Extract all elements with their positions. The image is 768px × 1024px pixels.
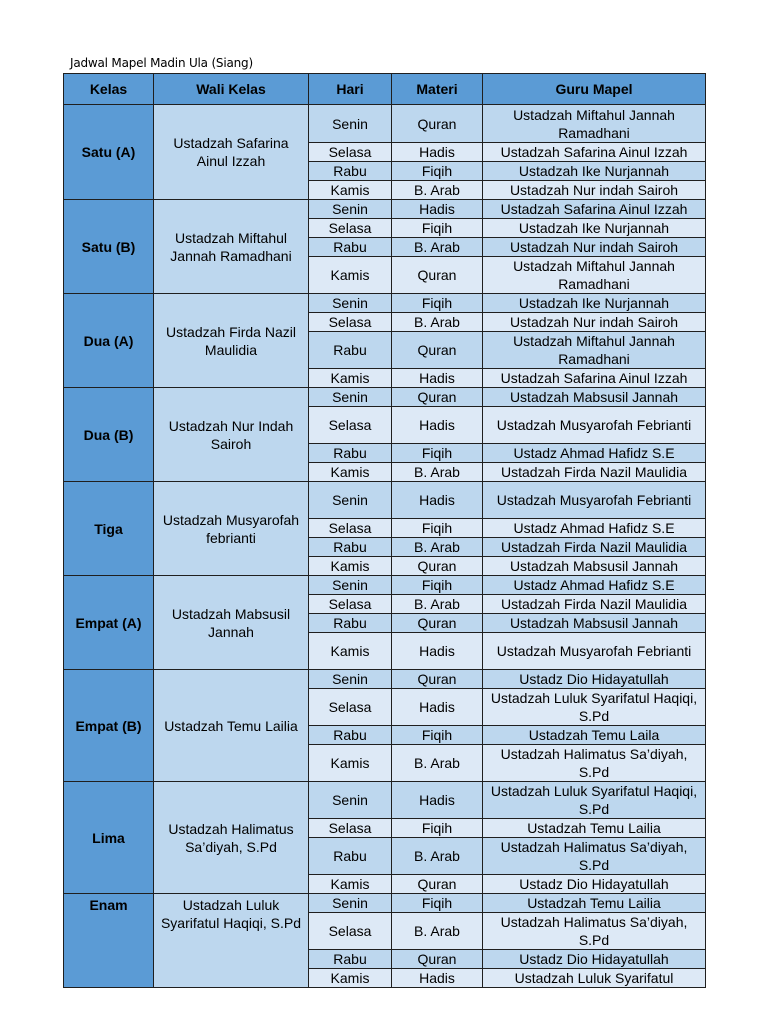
wali-kelas-cell: Ustadzah Nur Indah Sairoh — [154, 388, 309, 482]
guru-mapel-cell: Ustadzah Safarina Ainul Izzah — [483, 369, 706, 388]
hari-cell: Rabu — [309, 950, 392, 969]
materi-cell: Fiqih — [392, 219, 483, 238]
guru-mapel-cell: Ustadzah Miftahul Jannah Ramadhani — [483, 332, 706, 369]
materi-cell: Fiqih — [392, 726, 483, 745]
materi-cell: Fiqih — [392, 519, 483, 538]
materi-cell: Fiqih — [392, 819, 483, 838]
hari-cell: Senin — [309, 294, 392, 313]
hari-cell: Senin — [309, 782, 392, 819]
materi-cell: B. Arab — [392, 745, 483, 782]
table-row — [64, 200, 706, 219]
header-guru-mapel: Guru Mapel — [483, 74, 706, 105]
guru-mapel-cell: Ustadzah Nur indah Sairoh — [483, 238, 706, 257]
materi-cell: Fiqih — [392, 444, 483, 463]
materi-cell: B. Arab — [392, 913, 483, 950]
hari-cell: Kamis — [309, 181, 392, 200]
materi-cell: Hadis — [392, 633, 483, 670]
guru-mapel-cell: Ustadzah Luluk Syarifatul Haqiqi, S.Pd — [483, 689, 706, 726]
guru-mapel-cell: Ustadzah Miftahul Jannah Ramadhani — [483, 257, 706, 294]
hari-cell: Kamis — [309, 463, 392, 482]
guru-mapel-cell: Ustadzah Miftahul Jannah Ramadhani — [483, 105, 706, 143]
guru-mapel-cell: Ustadzah Mabsusil Jannah — [483, 557, 706, 576]
hari-cell: Selasa — [309, 819, 392, 838]
hari-cell: Senin — [309, 388, 392, 407]
materi-cell: Hadis — [392, 407, 483, 444]
table-row — [64, 576, 706, 595]
hari-cell: Senin — [309, 105, 392, 143]
wali-kelas-cell: Ustadzah Mabsusil Jannah — [154, 576, 309, 670]
guru-mapel-cell: Ustadzah Musyarofah Febrianti — [483, 482, 706, 519]
materi-cell: Hadis — [392, 482, 483, 519]
kelas-cell: Empat (A) — [64, 576, 154, 670]
guru-mapel-cell: Ustadzah Safarina Ainul Izzah — [483, 143, 706, 162]
materi-cell: Quran — [392, 614, 483, 633]
materi-cell: B. Arab — [392, 838, 483, 875]
materi-cell: Quran — [392, 950, 483, 969]
wali-kelas-cell: Ustadzah Temu Lailia — [154, 670, 309, 782]
hari-cell: Rabu — [309, 838, 392, 875]
guru-mapel-cell: Ustadzah Firda Nazil Maulidia — [483, 463, 706, 482]
guru-mapel-cell: Ustadzah Ike Nurjannah — [483, 294, 706, 313]
kelas-cell: Tiga — [64, 482, 154, 576]
hari-cell: Selasa — [309, 407, 392, 444]
guru-mapel-cell: Ustadzah Halimatus Sa’diyah, S.Pd — [483, 913, 706, 950]
guru-mapel-cell: Ustadzah Halimatus Sa’diyah, S.Pd — [483, 745, 706, 782]
guru-mapel-cell: Ustadzah Temu Lailia — [483, 819, 706, 838]
materi-cell: Quran — [392, 332, 483, 369]
hari-cell: Selasa — [309, 595, 392, 614]
wali-kelas-cell: Ustadzah Miftahul Jannah Ramadhani — [154, 200, 309, 294]
hari-cell: Senin — [309, 670, 392, 689]
hari-cell: Selasa — [309, 689, 392, 726]
materi-cell: B. Arab — [392, 463, 483, 482]
guru-mapel-cell: Ustadzah Mabsusil Jannah — [483, 614, 706, 633]
materi-cell: B. Arab — [392, 313, 483, 332]
guru-mapel-cell: Ustadz Dio Hidayatullah — [483, 875, 706, 894]
kelas-cell: Empat (B) — [64, 670, 154, 782]
materi-cell: Quran — [392, 670, 483, 689]
guru-mapel-cell: Ustadzah Mabsusil Jannah — [483, 388, 706, 407]
hari-cell: Rabu — [309, 538, 392, 557]
materi-cell: Fiqih — [392, 576, 483, 595]
hari-cell: Selasa — [309, 219, 392, 238]
materi-cell: Quran — [392, 875, 483, 894]
table-row — [64, 670, 706, 689]
kelas-cell: Lima — [64, 782, 154, 894]
hari-cell: Rabu — [309, 614, 392, 633]
wali-kelas-cell: Ustadzah Firda Nazil Maulidia — [154, 294, 309, 388]
materi-cell: Quran — [392, 105, 483, 143]
kelas-cell: Enam — [64, 894, 154, 988]
materi-cell: Quran — [392, 557, 483, 576]
guru-mapel-cell: Ustadz Ahmad Hafidz S.E — [483, 519, 706, 538]
wali-kelas-cell: Ustadzah Halimatus Sa’diyah, S.Pd — [154, 782, 309, 894]
hari-cell: Kamis — [309, 369, 392, 388]
materi-cell: Quran — [392, 257, 483, 294]
hari-cell: Senin — [309, 482, 392, 519]
guru-mapel-cell: Ustadzah Ike Nurjannah — [483, 162, 706, 181]
guru-mapel-cell: Ustadzah Temu Lailia — [483, 894, 706, 913]
hari-cell: Rabu — [309, 444, 392, 463]
materi-cell: B. Arab — [392, 238, 483, 257]
guru-mapel-cell: Ustadzah Nur indah Sairoh — [483, 181, 706, 200]
materi-cell: B. Arab — [392, 538, 483, 557]
guru-mapel-cell: Ustadzah Safarina Ainul Izzah — [483, 200, 706, 219]
materi-cell: Fiqih — [392, 162, 483, 181]
hari-cell: Kamis — [309, 633, 392, 670]
table-row — [64, 294, 706, 313]
materi-cell: Hadis — [392, 782, 483, 819]
hari-cell: Selasa — [309, 519, 392, 538]
hari-cell: Kamis — [309, 875, 392, 894]
wali-kelas-cell: Ustadzah Safarina Ainul Izzah — [154, 105, 309, 200]
kelas-cell: Satu (A) — [64, 105, 154, 200]
guru-mapel-cell: Ustadzah Halimatus Sa’diyah, S.Pd — [483, 838, 706, 875]
hari-cell: Kamis — [309, 557, 392, 576]
table-row — [64, 105, 706, 143]
materi-cell: Hadis — [392, 200, 483, 219]
hari-cell: Kamis — [309, 969, 392, 988]
materi-cell: Hadis — [392, 143, 483, 162]
header-wali-kelas: Wali Kelas — [154, 74, 309, 105]
materi-cell: B. Arab — [392, 595, 483, 614]
kelas-cell: Dua (B) — [64, 388, 154, 482]
guru-mapel-cell: Ustadzah Nur indah Sairoh — [483, 313, 706, 332]
hari-cell: Rabu — [309, 332, 392, 369]
table-row — [64, 388, 706, 407]
table-row — [64, 782, 706, 819]
hari-cell: Senin — [309, 200, 392, 219]
guru-mapel-cell: Ustadz Ahmad Hafidz S.E — [483, 576, 706, 595]
guru-mapel-cell: Ustadzah Musyarofah Febrianti — [483, 633, 706, 670]
header-row — [64, 74, 706, 105]
guru-mapel-cell: Ustadz Dio Hidayatullah — [483, 670, 706, 689]
materi-cell: Hadis — [392, 969, 483, 988]
guru-mapel-cell: Ustadzah Luluk Syarifatul — [483, 969, 706, 988]
wali-kelas-cell: Ustadzah Luluk Syarifatul Haqiqi, S.Pd — [154, 894, 309, 988]
kelas-cell: Dua (A) — [64, 294, 154, 388]
guru-mapel-cell: Ustadzah Temu Laila — [483, 726, 706, 745]
materi-cell: Fiqih — [392, 294, 483, 313]
hari-cell: Selasa — [309, 313, 392, 332]
table-row — [64, 894, 706, 913]
kelas-cell: Satu (B) — [64, 200, 154, 294]
materi-cell: Hadis — [392, 369, 483, 388]
guru-mapel-cell: Ustadzah Musyarofah Febrianti — [483, 407, 706, 444]
guru-mapel-cell: Ustadz Ahmad Hafidz S.E — [483, 444, 706, 463]
guru-mapel-cell: Ustadzah Ike Nurjannah — [483, 219, 706, 238]
schedule-body — [64, 105, 706, 988]
materi-cell: Quran — [392, 388, 483, 407]
hari-cell: Rabu — [309, 238, 392, 257]
guru-mapel-cell: Ustadzah Firda Nazil Maulidia — [483, 595, 706, 614]
hari-cell: Selasa — [309, 143, 392, 162]
header-hari: Hari — [309, 74, 392, 105]
hari-cell: Rabu — [309, 162, 392, 181]
hari-cell: Selasa — [309, 913, 392, 950]
header-materi: Materi — [392, 74, 483, 105]
hari-cell: Senin — [309, 576, 392, 595]
materi-cell: B. Arab — [392, 181, 483, 200]
document-title: Jadwal Mapel Madin Ula (Siang) — [70, 56, 253, 70]
hari-cell: Senin — [309, 894, 392, 913]
hari-cell: Kamis — [309, 257, 392, 294]
table-row — [64, 482, 706, 519]
materi-cell: Hadis — [392, 689, 483, 726]
materi-cell: Fiqih — [392, 894, 483, 913]
guru-mapel-cell: Ustadz Dio Hidayatullah — [483, 950, 706, 969]
wali-kelas-cell: Ustadzah Musyarofah febrianti — [154, 482, 309, 576]
guru-mapel-cell: Ustadzah Firda Nazil Maulidia — [483, 538, 706, 557]
schedule-table — [63, 73, 706, 988]
hari-cell: Kamis — [309, 745, 392, 782]
header-kelas: Kelas — [64, 74, 154, 105]
hari-cell: Rabu — [309, 726, 392, 745]
guru-mapel-cell: Ustadzah Luluk Syarifatul Haqiqi, S.Pd — [483, 782, 706, 819]
